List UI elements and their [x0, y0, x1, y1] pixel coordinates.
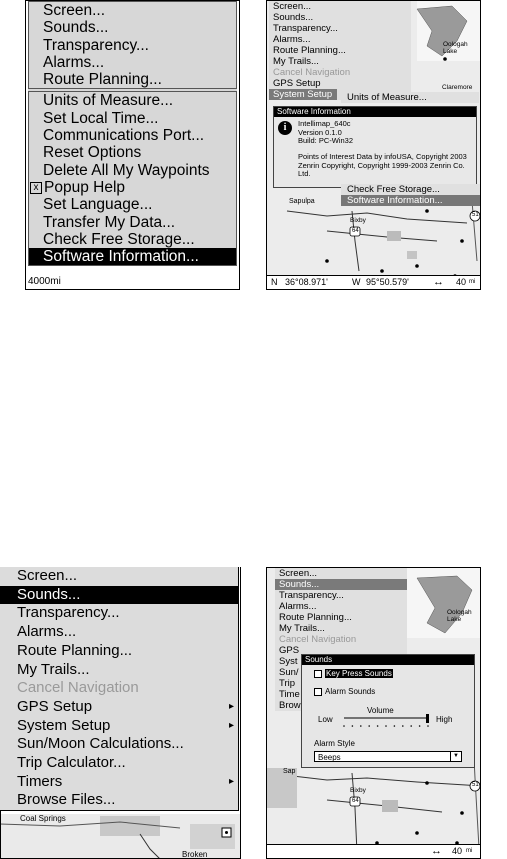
volume-low-label: Low: [318, 715, 333, 724]
map-label-bixby: Bixby: [350, 217, 366, 224]
range-unit: mi: [466, 848, 473, 854]
menu-item-sounds[interactable]: Sounds...: [273, 12, 314, 23]
map-label-lake: Oologah Lake: [443, 41, 468, 55]
map-label-sapulpa: Sap: [283, 768, 296, 775]
volume-tick-mark: [368, 725, 370, 727]
volume-slider-thumb[interactable]: [426, 714, 429, 723]
map-label-hwy64: 64: [352, 228, 359, 234]
menu-item-transfer-data[interactable]: Transfer My Data...: [43, 213, 176, 231]
range-value: 40: [456, 277, 467, 287]
map-background: [0, 814, 241, 859]
map-label-hwy51: 51: [472, 212, 479, 218]
volume-tick-mark: [377, 725, 379, 727]
menu-item-transparency[interactable]: Transparency...: [273, 23, 338, 34]
menu-item-gps-setup[interactable]: GPS: [279, 645, 300, 656]
menu-item-my-trails[interactable]: My Trails...: [279, 623, 325, 634]
volume-tick-mark: [360, 725, 362, 727]
copyright-poi: Points of Interest Data by infoUSA, Copyright 2003: [298, 152, 467, 161]
menu-item-alarms[interactable]: Alarms...: [43, 53, 105, 71]
menu-item-screen[interactable]: Screen...: [43, 2, 106, 19]
menu-item-cancel-navigation: Cancel Navigation: [273, 67, 351, 78]
dropdown-arrow-icon[interactable]: ▼: [450, 752, 461, 761]
menu-item-screen[interactable]: Screen...: [17, 567, 78, 584]
overlay-menu: [269, 1, 411, 100]
menu-item-timers[interactable]: [0, 773, 238, 792]
software-info-dialog: [273, 106, 477, 188]
volume-tick-mark: [394, 725, 396, 727]
key-press-checkbox[interactable]: [314, 670, 322, 678]
menu-item-gps-setup[interactable]: [0, 698, 238, 717]
menu-item-my-trails[interactable]: My Trails...: [17, 660, 90, 678]
menu-item-system-setup[interactable]: System Setup: [269, 89, 337, 100]
volume-tick-mark: [410, 725, 412, 727]
menu-item-timers[interactable]: Time: [279, 689, 300, 700]
menu-item-sounds[interactable]: Sounds...: [43, 19, 109, 37]
software-info-panel: [266, 0, 481, 290]
alarm-sounds-checkbox[interactable]: [314, 688, 322, 696]
menu-item-check-free-storage[interactable]: Check Free Storage...: [341, 184, 481, 195]
menu-item-sounds[interactable]: Sounds...: [0, 586, 238, 605]
lat-hemisphere: N: [271, 277, 278, 287]
lon-hemisphere: W: [352, 277, 361, 287]
info-icon: i: [278, 121, 292, 135]
volume-tick-mark: [402, 725, 404, 727]
menu-item-screen[interactable]: Screen...: [273, 1, 312, 12]
menu-item-check-free-storage[interactable]: Check Free Storage...: [43, 230, 195, 248]
product-name: Intellimap_640c: [298, 119, 351, 128]
submenu-arrow-icon: ▸: [228, 719, 234, 731]
volume-high-label: High: [436, 715, 453, 724]
copyright-zenrin: Zenrin Copyright, Copyright 1999-2003 Zenrin Co. Ltd.: [298, 160, 465, 178]
menu-item-alarms[interactable]: Alarms...: [273, 34, 311, 45]
range-value: 40: [452, 846, 463, 856]
setup-menu-panel: [25, 0, 240, 290]
volume-tick-mark: [352, 725, 354, 727]
menu-item-system-setup[interactable]: Syst: [279, 656, 298, 667]
main-menu: [0, 567, 239, 811]
menu-item-alarms[interactable]: Alarms...: [17, 623, 77, 641]
key-press-sounds-option[interactable]: [314, 669, 393, 678]
menu-item-software-information[interactable]: Software Information...: [341, 195, 481, 206]
menu-item-sun-moon[interactable]: Sun/: [279, 667, 299, 678]
menu-item-delete-waypoints[interactable]: Delete All My Waypoints: [43, 161, 210, 179]
alarm-style-value: Beeps: [318, 753, 341, 762]
menu-item-route-planning[interactable]: Route Planning...: [279, 612, 352, 623]
volume-label: Volume: [367, 706, 394, 715]
range-arrows-icon: ↔: [431, 845, 442, 857]
menu-item-gps-setup[interactable]: GPS Setup: [273, 78, 321, 89]
gps-setup-label: GPS Setup: [17, 697, 93, 715]
menu-item-system-setup[interactable]: [0, 717, 238, 736]
volume-tick-mark: [385, 725, 387, 727]
alarm-style-select[interactable]: [314, 751, 462, 762]
system-setup-label: System Setup: [17, 716, 111, 734]
menu-item-popup-help[interactable]: [29, 179, 236, 196]
menu-item-sun-moon[interactable]: Sun/Moon Calculations...: [17, 735, 184, 753]
menu-item-reset-options[interactable]: Reset Options: [43, 144, 142, 162]
submenu-arrow-icon: ▸: [228, 700, 234, 712]
menu-item-alarms[interactable]: Alarms...: [279, 601, 317, 612]
menu-item-route-planning[interactable]: Route Planning...: [43, 71, 162, 89]
copyright-info: [298, 153, 473, 179]
map-label-bixby: Bixby: [350, 787, 366, 794]
version-number: Version 0.1.0: [298, 127, 342, 137]
map-label-broken: Broken: [182, 850, 208, 859]
menu-group-system: [28, 91, 237, 266]
main-menu: [28, 1, 237, 266]
status-bar: [267, 844, 480, 858]
menu-item-trip-calculator[interactable]: Trip: [279, 678, 296, 689]
menu-item-units-of-measure[interactable]: Units of Measure...: [43, 92, 174, 110]
range-arrows-icon: ↔: [433, 276, 444, 288]
submenu-arrow-icon: ▸: [228, 775, 234, 787]
map-label-hwy64: 64: [352, 798, 359, 804]
map-label-sapulpa: Sapulpa: [289, 198, 315, 205]
menu-item-sounds[interactable]: Sounds...: [275, 579, 407, 590]
volume-tick-mark: [419, 725, 421, 727]
map-label-town: Coal Springs: [20, 814, 66, 823]
sounds-dialog-panel: [266, 567, 481, 859]
menu-item-browse-files[interactable]: Browse Files...: [17, 791, 116, 809]
dialog-title: Sounds: [302, 655, 474, 665]
alarm-sounds-option[interactable]: [314, 687, 375, 696]
menu-item-transparency[interactable]: Transparency...: [279, 590, 344, 601]
menu-item-screen[interactable]: Screen...: [279, 568, 318, 579]
map-label-claremore: Claremore: [442, 84, 473, 91]
popup-help-checkbox[interactable]: x: [30, 182, 42, 194]
sounds-dialog: [301, 654, 475, 768]
status-bar: [267, 275, 480, 289]
menu-item-software-information[interactable]: Software Information...: [29, 248, 236, 265]
main-menu-panel: [0, 567, 241, 859]
volume-tick-mark: [343, 725, 345, 727]
volume-slider[interactable]: [342, 713, 434, 731]
dialog-title: Software Information: [274, 107, 476, 117]
menu-item-cancel-navigation: Cancel Navigation: [17, 679, 139, 697]
menu-group-top: [28, 1, 237, 89]
volume-tick-mark: [427, 725, 429, 727]
panel-border-right: [240, 567, 241, 859]
menu-item-transparency[interactable]: Transparency...: [43, 36, 149, 54]
alarm-sounds-label: Alarm Sounds: [325, 687, 376, 696]
map-label-hwy51: 51: [472, 782, 479, 788]
alarm-style-label: Alarm Style: [314, 739, 355, 748]
menu-item-communications-port[interactable]: Communications Port...: [43, 127, 205, 145]
map-label-lake: Oologah Lake: [447, 609, 472, 623]
menu-item-set-language[interactable]: Set Language...: [43, 196, 153, 214]
map-scale-label: 4000mi: [28, 276, 61, 287]
popup-help-label: Popup Help: [44, 178, 126, 196]
range-unit: mi: [469, 279, 476, 285]
longitude: 95°50.579': [366, 277, 409, 287]
menu-item-my-trails[interactable]: My Trails...: [273, 56, 319, 67]
key-press-label: Key Press Sounds: [326, 669, 392, 678]
timers-label: Timers: [17, 772, 63, 790]
menu-item-trip-calculator[interactable]: Trip Calculator...: [17, 754, 126, 772]
submenu-units-of-measure[interactable]: Units of Measure...: [341, 92, 479, 103]
build-info: Build: PC-Win32: [298, 136, 354, 145]
menu-item-set-local-time[interactable]: Set Local Time...: [43, 109, 159, 127]
menu-item-route-planning[interactable]: Route Planning...: [273, 45, 346, 56]
version-info: [298, 120, 353, 146]
latitude: 36°08.971': [285, 277, 328, 287]
menu-item-cancel-navigation: Cancel Navigation: [279, 634, 357, 645]
menu-item-route-planning[interactable]: Route Planning...: [17, 641, 133, 659]
menu-item-browse-files[interactable]: Brow: [279, 700, 301, 711]
menu-item-transparency[interactable]: Transparency...: [17, 604, 120, 622]
